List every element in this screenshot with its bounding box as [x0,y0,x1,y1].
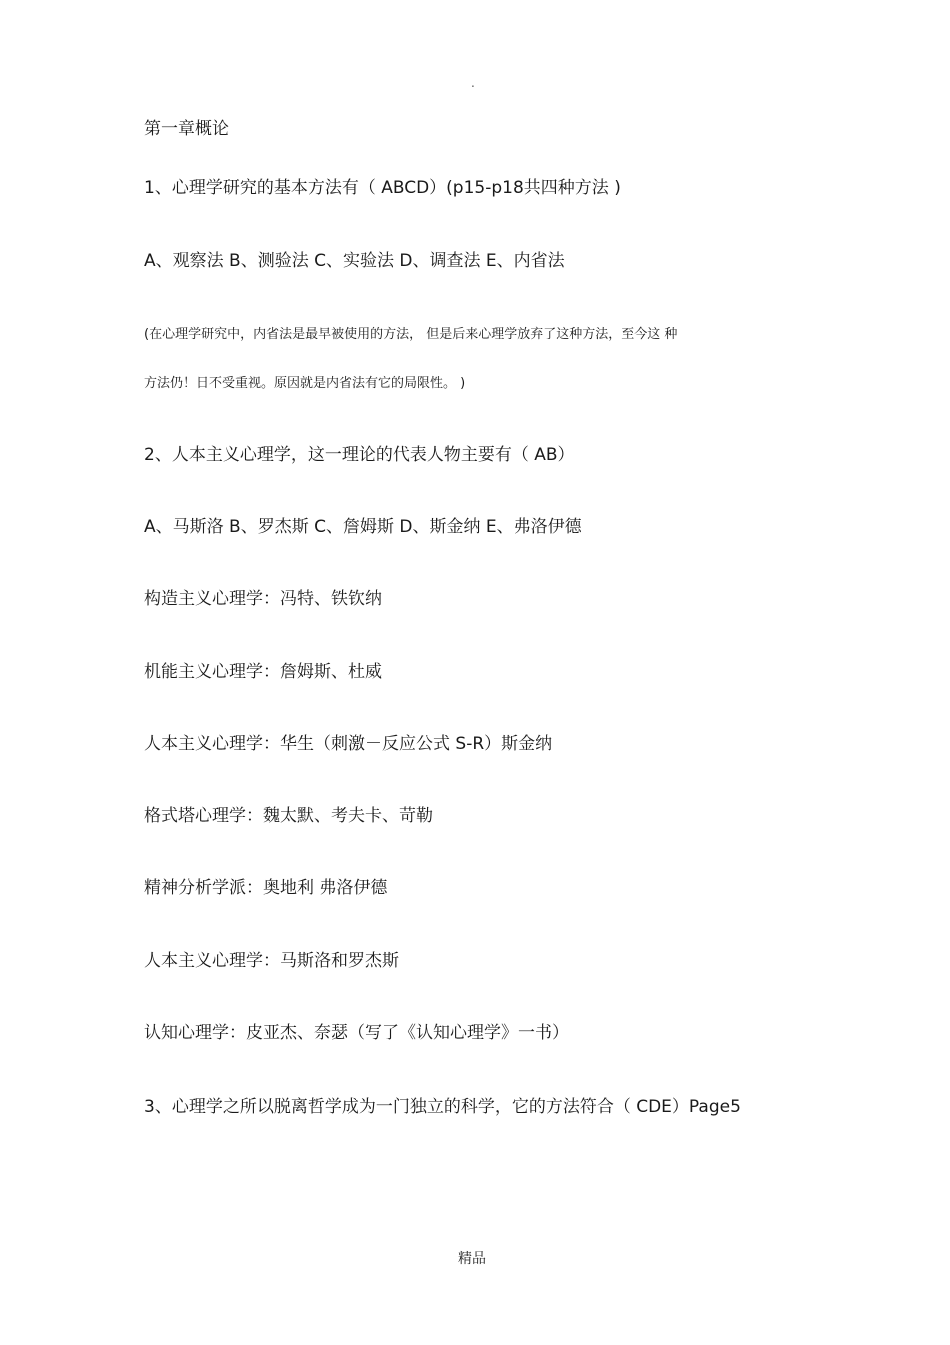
question-2: 2、人本主义心理学，这一理论的代表人物主要有（ AB） [144,445,575,465]
school-humanism: 人本主义心理学：马斯洛和罗杰斯 [144,951,399,971]
school-gestalt: 格式塔心理学：魏太默、考夫卡、苛勒 [144,806,433,826]
footer-label: 精品 [458,1251,486,1267]
question-3: 3、心理学之所以脱离哲学成为一门独立的科学，它的方法符合（ CDE）Page5 [144,1097,741,1117]
question-1-options: A、观察法 B、测验法 C、实验法 D、调查法 E、内省法 [144,251,565,271]
note-line-2: 方法仍！日不受重视。原因就是内省法有它的局限性。 ) [144,376,466,391]
note-line-1: (在心理学研究中，内省法是最早被使用的方法， 但是后来心理学放弃了这种方法，至今这 种 [144,327,678,342]
school-cognitive: 认知心理学：皮亚杰、奈瑟（写了《认知心理学》一书） [144,1023,569,1043]
question-1: 1、心理学研究的基本方法有（ ABCD）(p15-p18共四种方法 ) [144,178,621,198]
header-dot: . [471,76,475,90]
school-behaviorism: 人本主义心理学：华生（刺激－反应公式 S-R）斯金纳 [144,734,553,754]
chapter-title: 第一章概论 [144,119,229,139]
school-functionalism: 机能主义心理学：詹姆斯、杜威 [144,662,382,682]
school-psychoanalysis: 精神分析学派：奥地利 弗洛伊德 [144,878,388,898]
question-2-options: A、马斯洛 B、罗杰斯 C、詹姆斯 D、斯金纳 E、弗洛伊德 [144,517,582,537]
school-structuralism: 构造主义心理学：冯特、铁钦纳 [144,589,382,609]
